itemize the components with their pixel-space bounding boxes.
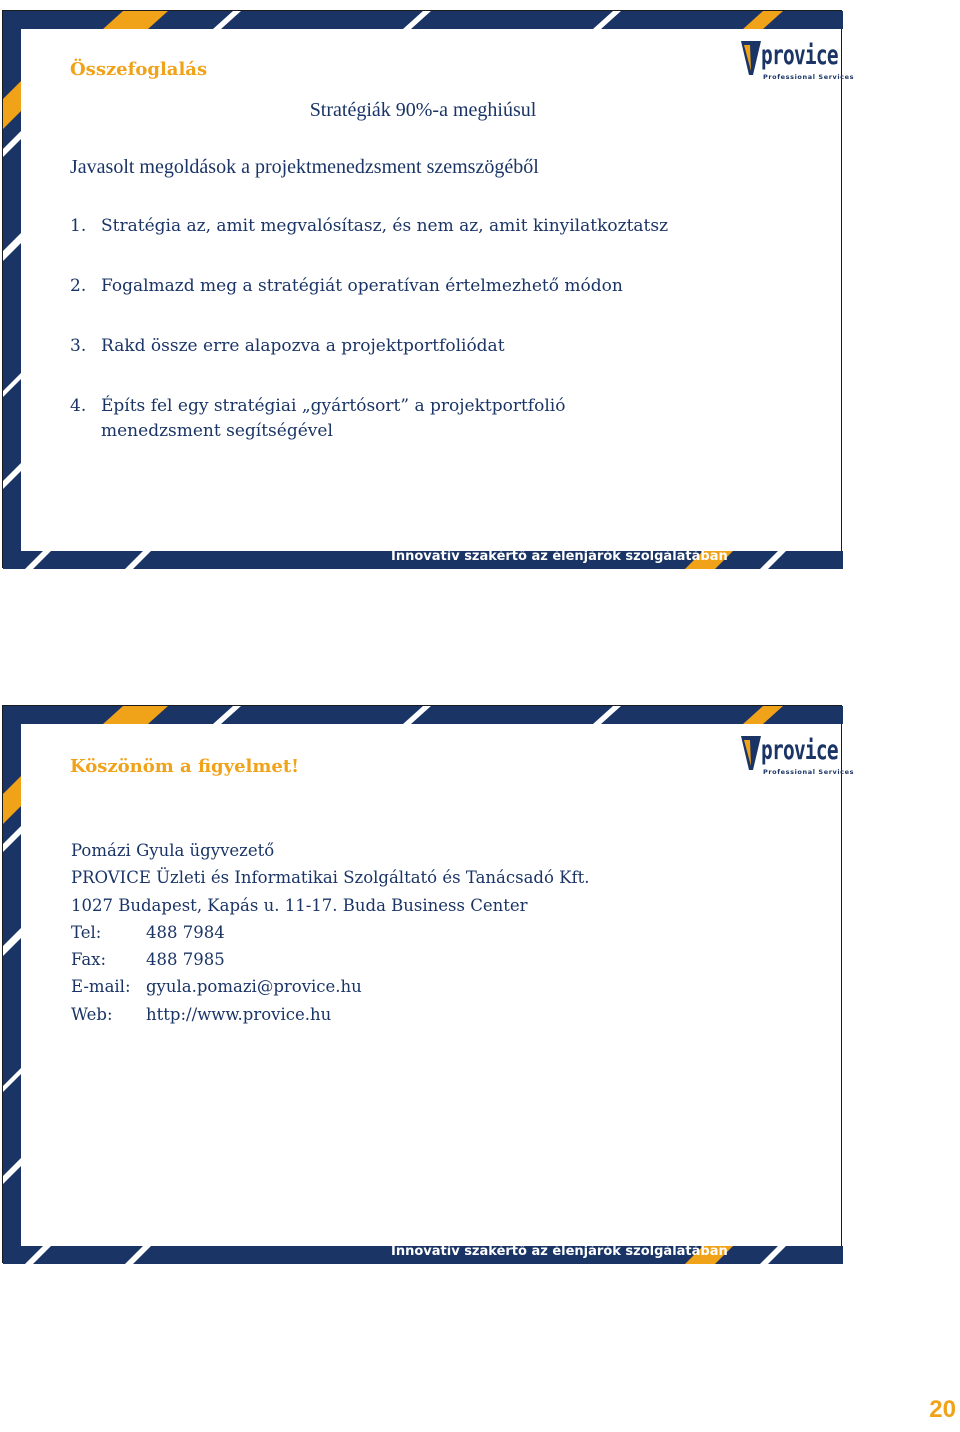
page-number: 20 (929, 1396, 956, 1423)
step-number: 1. (70, 216, 87, 236)
provice-logo-subtitle: Professional Services (763, 768, 855, 776)
slide-title: Összefoglalás (70, 59, 208, 80)
step-text: Stratégia az, amit megvalósítasz, és nem az, amit kinyilatkoztatsz (101, 216, 669, 236)
provice-logo-mark-icon (741, 41, 761, 75)
footer-tagline: Innovatív szakértő az élenjárók szolgálatában (391, 549, 728, 564)
provice-logo (741, 734, 855, 778)
list-item (70, 214, 790, 239)
list-item (70, 274, 790, 299)
step-text: Fogalmazd meg a stratégiát operatívan értelmezhető módon (101, 276, 623, 296)
step-number: 4. (70, 396, 87, 416)
provice-logo-subtitle: Professional Services (763, 73, 855, 81)
fax-label: Fax: (71, 950, 107, 970)
footer-tagline: Innovatív szakértő az élenjárók szolgálatában (391, 1244, 728, 1259)
step-number: 2. (70, 276, 87, 296)
provice-logo-mark-icon (741, 736, 761, 770)
contact-tel-row (71, 919, 771, 946)
contact-block (71, 837, 771, 1028)
step-number: 3. (70, 336, 87, 356)
slide-title: Köszönöm a figyelmet! (70, 756, 300, 777)
contact-fax-row (71, 946, 771, 973)
tel-value: 488 7984 (146, 922, 225, 942)
thank-you-slide (2, 705, 855, 1263)
contact-address: 1027 Budapest, Kapás u. 11-17. Buda Business Center (71, 895, 528, 915)
contact-web-row (71, 1001, 771, 1028)
web-label: Web: (71, 1004, 113, 1024)
intro-text: Javasolt megoldások a projektmenedzsment szemszögéből (70, 156, 539, 178)
contact-name: Pomázi Gyula ügyvezető (71, 841, 275, 860)
slide-subtitle: Stratégiák 90%-a meghiúsul (309, 99, 537, 121)
email-label: E-mail: (71, 977, 131, 997)
summary-slide (2, 10, 855, 568)
step-text: Építs fel egy stratégiai „gyártósort” a projektportfolió menedzsment segítségével (101, 396, 566, 441)
provice-logo-text: provice (761, 735, 838, 766)
contact-company: PROVICE Üzleti és Informatikai Szolgáltató és Tanácsadó Kft. (71, 868, 590, 888)
provice-logo-text: provice (761, 40, 838, 71)
tel-label: Tel: (71, 922, 102, 942)
web-link[interactable]: http://www.provice.hu (146, 1004, 332, 1024)
list-item (70, 394, 661, 444)
step-text: Rakd össze erre alapozva a projektportfoliódat (101, 336, 505, 356)
email-link[interactable]: gyula.pomazi@provice.hu (146, 977, 362, 997)
fax-value: 488 7985 (146, 950, 225, 970)
contact-email-row (71, 973, 771, 1000)
list-item (70, 334, 790, 359)
provice-logo (741, 39, 855, 83)
solution-steps-list (70, 214, 790, 479)
